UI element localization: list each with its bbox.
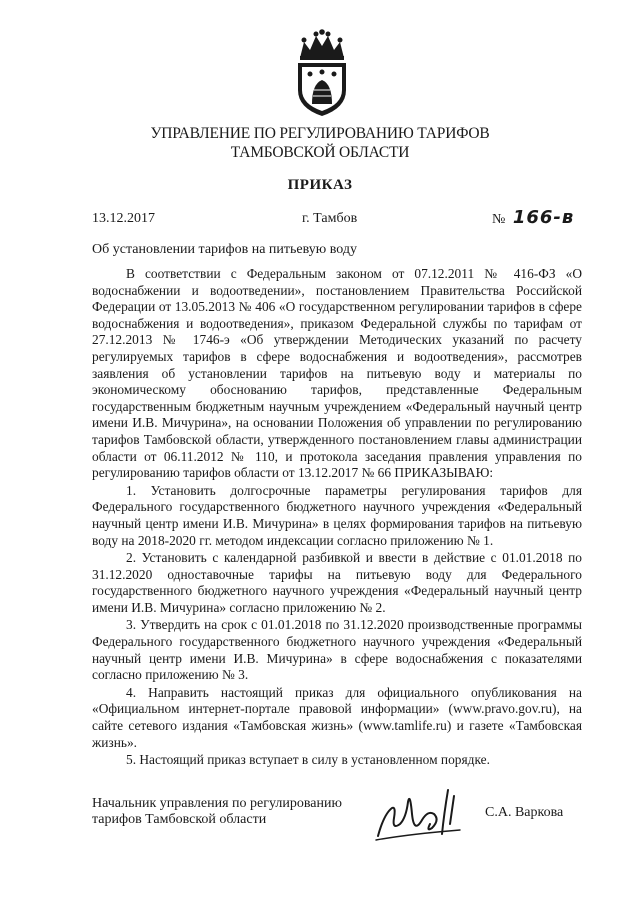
document-number <box>492 207 574 228</box>
authority-line-1: УПРАВЛЕНИЕ ПО РЕГУЛИРОВАНИЮ ТАРИФОВ <box>150 125 490 142</box>
order-item-1: 1. Установить долгосрочные параметры регулирования тарифов для Федерального государственного бюджетного научного учреждения «Федеральный научный центр имени И.В. Мичурина» в целях формирования тарифов на питьевую воду на 2018-2020 гг. методом индексации согласно приложению № 1. <box>92 482 582 548</box>
issuing-authority <box>0 124 640 162</box>
document-subject: Об установлении тарифов на питьевую воду <box>92 242 357 257</box>
position-line-2: тарифов Тамбовской области <box>92 812 267 827</box>
preamble: В соответствии с Федеральным законом от 07.12.2011 № 416-ФЗ «О водоснабжении и водоотведении», постановлением Правительства Российской Федерации от 13.05.2013 № 406 «О государственном регулировании тарифов в сфере водоснабжения и водоотведения», приказом Федеральной службы по тарифам от 27.12.2013 № 1746-э «Об утверждении Методических указаний по расчету регулируемых тарифов в сфере водоснабжения и водоотведения», рассмотрев заявления об установлении тарифов на питьевую воду и материалы по экономическому обоснованию тарифов, представленные Федеральным государственным бюджетным научным учреждением «Федеральный научный центр имени И.В. Мичурина», на основании Положения об управлении по регулированию тарифов Тамбовской области, утвержденного постановлением главы администрации области от 06.11.2012 № 110, и протокола заседания правления управления по регулированию тарифов области от 13.12.2017 № 66 ПРИКАЗЫВАЮ: <box>92 266 582 481</box>
handwritten-signature <box>370 784 480 844</box>
tambov-coat-of-arms-icon <box>290 28 354 118</box>
document-meta <box>92 207 580 231</box>
order-item-2: 2. Установить с календарной разбивкой и ввести в действие с 01.01.2018 по 31.12.2020 одноставочные тарифы на питьевую воду для Федерального государственного бюджетного научного учреждения «Федеральный научный центр имени И.В. Мичурина» согласно приложению № 2. <box>92 550 582 615</box>
authority-line-2: ТАМБОВСКОЙ ОБЛАСТИ <box>230 144 410 161</box>
document-city: г. Тамбов <box>302 211 358 226</box>
document-body <box>92 266 582 769</box>
position-line-1: Начальник управления по регулированию <box>92 796 342 811</box>
order-item-4: 4. Направить настоящий приказ для официального опубликования на «Официальном интернет-портале правовой информации» (www.pravo.gov.ru), на сайте сетевого издания «Тамбовская жизнь» (www.tamlife.ru) и газете «Тамбовская жизнь». <box>92 684 582 750</box>
order-item-3: 3. Утвердить на срок с 01.01.2018 по 31.12.2020 производственные программы Федерального государственного бюджетного научного учреждения «Федеральный научный центр имени И.В. Мичурина» в сфере водоснабжения с показателями согласно приложению № 3. <box>92 617 582 683</box>
number-label: № <box>492 212 506 227</box>
signatory-position <box>92 796 342 828</box>
signatory-name: С.А. Варкова <box>485 805 564 820</box>
document-type: ПРИКАЗ <box>287 177 353 193</box>
order-item-5: 5. Настоящий приказ вступает в силу в установленном порядке. <box>126 752 490 768</box>
number-value: 166-в <box>512 207 575 228</box>
document-date: 13.12.2017 <box>92 211 155 226</box>
